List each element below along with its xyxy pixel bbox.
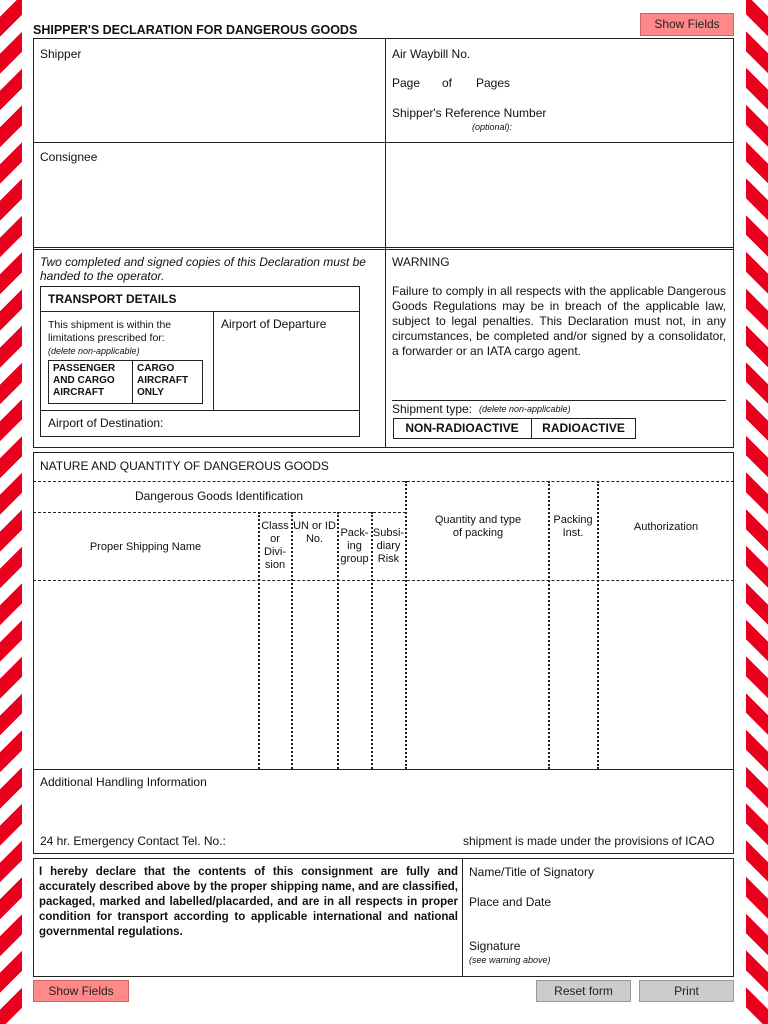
radioactive-option[interactable]: RADIOACTIVE (542, 421, 625, 435)
of-label: of (442, 76, 453, 90)
subsidiary-risk-header: Subsi- diary Risk (372, 527, 405, 565)
hazard-stripe-left (0, 0, 22, 1024)
quantity-header: Quantity and type of packing (434, 514, 522, 539)
copies-note: Two completed and signed copies of this Declaration must be handed to the operator. (40, 255, 366, 283)
additional-handling-label: Additional Handling Information (40, 775, 207, 789)
proper-shipping-name-header: Proper Shipping Name (89, 541, 202, 553)
place-date-label: Place and Date (469, 895, 552, 909)
page-label: Page (392, 76, 421, 90)
reference-label: Shipper's Reference Number (392, 106, 547, 120)
show-fields-button-bottom[interactable]: Show Fields (33, 980, 129, 1002)
pages-label: Pages (476, 76, 511, 90)
non-radioactive-option[interactable]: NON-RADIOACTIVE (405, 421, 519, 435)
dg-identification-header: Dangerous Goods Identification (134, 489, 304, 503)
packing-inst-header: Packing Inst. (553, 514, 593, 539)
awb-label: Air Waybill No. (392, 47, 471, 61)
delete-note-shipment: (delete non-applicable) (479, 404, 571, 414)
consignee-label: Consignee (40, 150, 98, 164)
form-title: SHIPPER'S DECLARATION FOR DANGEROUS GOODS (33, 23, 358, 37)
destination-label: Airport of Destination: (48, 416, 164, 430)
signatory-label: Name/Title of Signatory (469, 865, 594, 879)
un-number-header: UN or ID No. (293, 520, 336, 545)
authorization-header: Authorization (633, 521, 699, 533)
limitations-text: This shipment is within the limitations prescribed for: (48, 319, 172, 344)
nature-heading: NATURE AND QUANTITY OF DANGEROUS GOODS (40, 459, 329, 473)
departure-label: Airport of Departure (221, 317, 327, 331)
delete-note-transport: (delete non-applicable) (48, 346, 140, 356)
shipper-label: Shipper (40, 47, 82, 61)
reset-form-button[interactable]: Reset form (536, 980, 631, 1002)
emergency-contact-label: 24 hr. Emergency Contact Tel. No.: (40, 834, 226, 848)
shipper-section (33, 38, 734, 250)
warning-text: Failure to comply in all respects with the applicable Dangerous Goods Regulations may be in breach of the applicable law, subject to legal penalties. This Declaration must not, in any circumstances, be completed and/or signed by a consolidator, a forwarder or an IATA cargo agent. (392, 284, 726, 358)
declaration-text: I hereby declare that the contents of this consignment are fully and accurately described above by the proper shipping name, and are classified, packaged, marked and labelled/placarded, and are in all respects in proper condition for transport according to applicable international and national governmental regulations. (39, 866, 458, 938)
warning-label: WARNING (392, 255, 450, 269)
optional-label: (optional): (472, 122, 513, 132)
shipment-type-label: Shipment type: (392, 402, 473, 416)
class-header: Class or Divi- sion (261, 520, 289, 571)
passenger-cargo-option[interactable]: PASSENGER AND CARGO AIRCRAFT (53, 363, 116, 398)
cargo-only-option[interactable]: CARGO AIRCRAFT ONLY (137, 363, 189, 398)
show-fields-button-top[interactable]: Show Fields (640, 13, 734, 36)
print-button[interactable]: Print (639, 980, 734, 1002)
icao-provisions-label: shipment is made under the provisions of ICAO (463, 834, 715, 848)
signature-label: Signature (469, 939, 521, 953)
transport-heading: TRANSPORT DETAILS (48, 292, 177, 306)
hazard-stripe-right (746, 0, 768, 1024)
packing-group-header: Pack- ing group (340, 527, 369, 565)
see-warning-note: (see warning above) (469, 955, 551, 965)
